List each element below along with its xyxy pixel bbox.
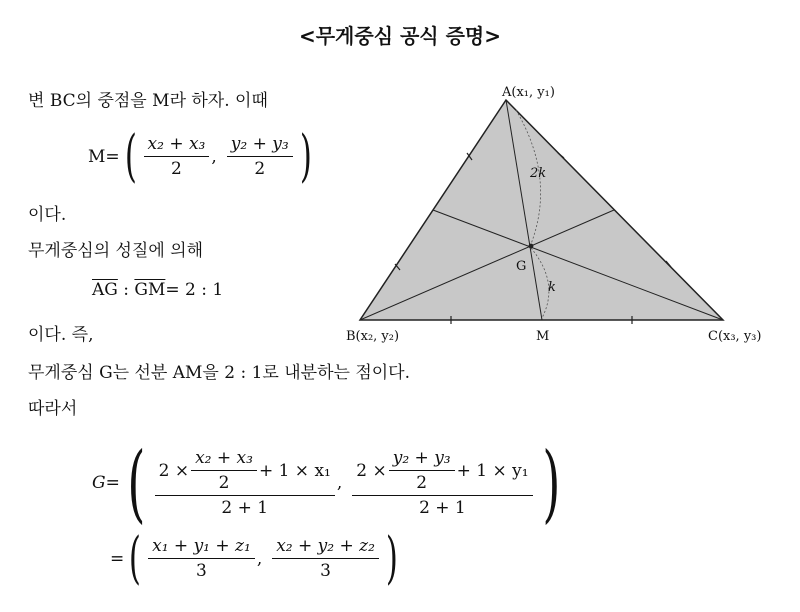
comma: , [336, 473, 343, 493]
comma: , [256, 548, 263, 569]
segment-ag: $\overline{AG}$ [92, 280, 118, 300]
centroid-g-label: G [516, 259, 527, 274]
left-paren: ( [127, 434, 146, 532]
length-2k-label: 2k [530, 166, 547, 181]
midpoint-y-denominator: 2 [254, 159, 266, 179]
midpoint-formula [88, 124, 317, 189]
centroid-y-post: + 1 × y₁ [456, 460, 529, 481]
centroid-x-post: + 1 × x₁ [258, 460, 331, 481]
ratio-value: = 2 : 1 [165, 280, 224, 300]
intro-text-b: 라 하자. 이때 [169, 91, 268, 111]
right-paren: ) [385, 526, 398, 591]
intro-text-m: M [152, 91, 170, 111]
midpoint-x-numerator: x₂ + x₃ [144, 134, 210, 157]
midpoint-label: M= [88, 146, 120, 167]
triangle-diagram [330, 78, 780, 358]
line-property: 무게중심의 성질에 의해 [28, 241, 204, 261]
vertex-a-label: A(x₁, y₁) [502, 85, 555, 100]
comma: , [211, 146, 217, 167]
centroid-y-inner-numerator: y₂ + y₃ [389, 448, 455, 471]
centroid-label: G= [92, 473, 120, 493]
centroid-y-inner-denominator: 2 [416, 473, 428, 493]
result-x-fraction [148, 536, 255, 581]
line-ida: 이다. [28, 205, 67, 225]
result-y-numerator: x₂ + y₂ + z₂ [272, 536, 379, 559]
right-paren: ) [299, 124, 312, 189]
midpoint-x-denominator: 2 [171, 159, 182, 179]
centroid-y-inner-fraction [389, 448, 455, 493]
centroid-y-numerator [352, 448, 532, 496]
centroid-y-pre: 2 × [356, 460, 387, 481]
segment-gm: $\overline{GM}$ [134, 280, 166, 300]
intro-line [28, 86, 268, 111]
length-k-label: k [548, 280, 556, 295]
centroid-y-fraction [352, 448, 532, 518]
midpoint-y-fraction [227, 134, 293, 179]
vertex-b-label: B(x₂, y₂) [346, 329, 400, 344]
triangle-abc [360, 100, 723, 320]
result-x-denominator: 3 [196, 561, 207, 581]
line-therefore: 따라서 [28, 399, 78, 419]
centroid-x-inner-fraction [191, 448, 257, 493]
ratio-line: $\overline{AG}$ : $\overline{GM}= 2$ : 1 [92, 280, 224, 300]
midpoint-y-numerator: y₂ + y₃ [227, 134, 293, 157]
line-internal-division: 무게중심 G는 선분 AM을 2 : 1로 내분하는 점이다. [28, 363, 411, 383]
midpoint-x-fraction [144, 134, 210, 179]
right-paren: ) [541, 434, 560, 532]
midpoint-m-label: M [536, 329, 550, 344]
vertex-c-label: C(x₃, y₃) [708, 329, 762, 344]
result-y-fraction [272, 536, 379, 581]
centroid-x-fraction [155, 448, 335, 518]
result-x-numerator: x₁ + y₁ + z₁ [148, 536, 255, 559]
centroid-x-denominator: 2 + 1 [221, 498, 269, 518]
centroid-x-inner-denominator: 2 [218, 473, 230, 493]
equals-sign: = [110, 548, 125, 569]
centroid-result [110, 526, 403, 591]
result-y-denominator: 3 [320, 561, 331, 581]
left-paren: ( [129, 526, 142, 591]
centroid-x-inner-numerator: x₂ + x₃ [191, 448, 257, 471]
line-namely: 이다. 즉, [28, 325, 94, 345]
centroid-y-denominator: 2 + 1 [419, 498, 466, 518]
page-title: <무게중심 공식 증명> [298, 24, 501, 48]
intro-text-a: 변 BC의 중점을 [28, 91, 153, 111]
centroid-point [529, 244, 534, 249]
centroid-x-numerator [155, 448, 335, 496]
centroid-formula [92, 434, 567, 532]
left-paren: ( [124, 124, 137, 189]
centroid-x-pre: 2 × [158, 460, 190, 481]
